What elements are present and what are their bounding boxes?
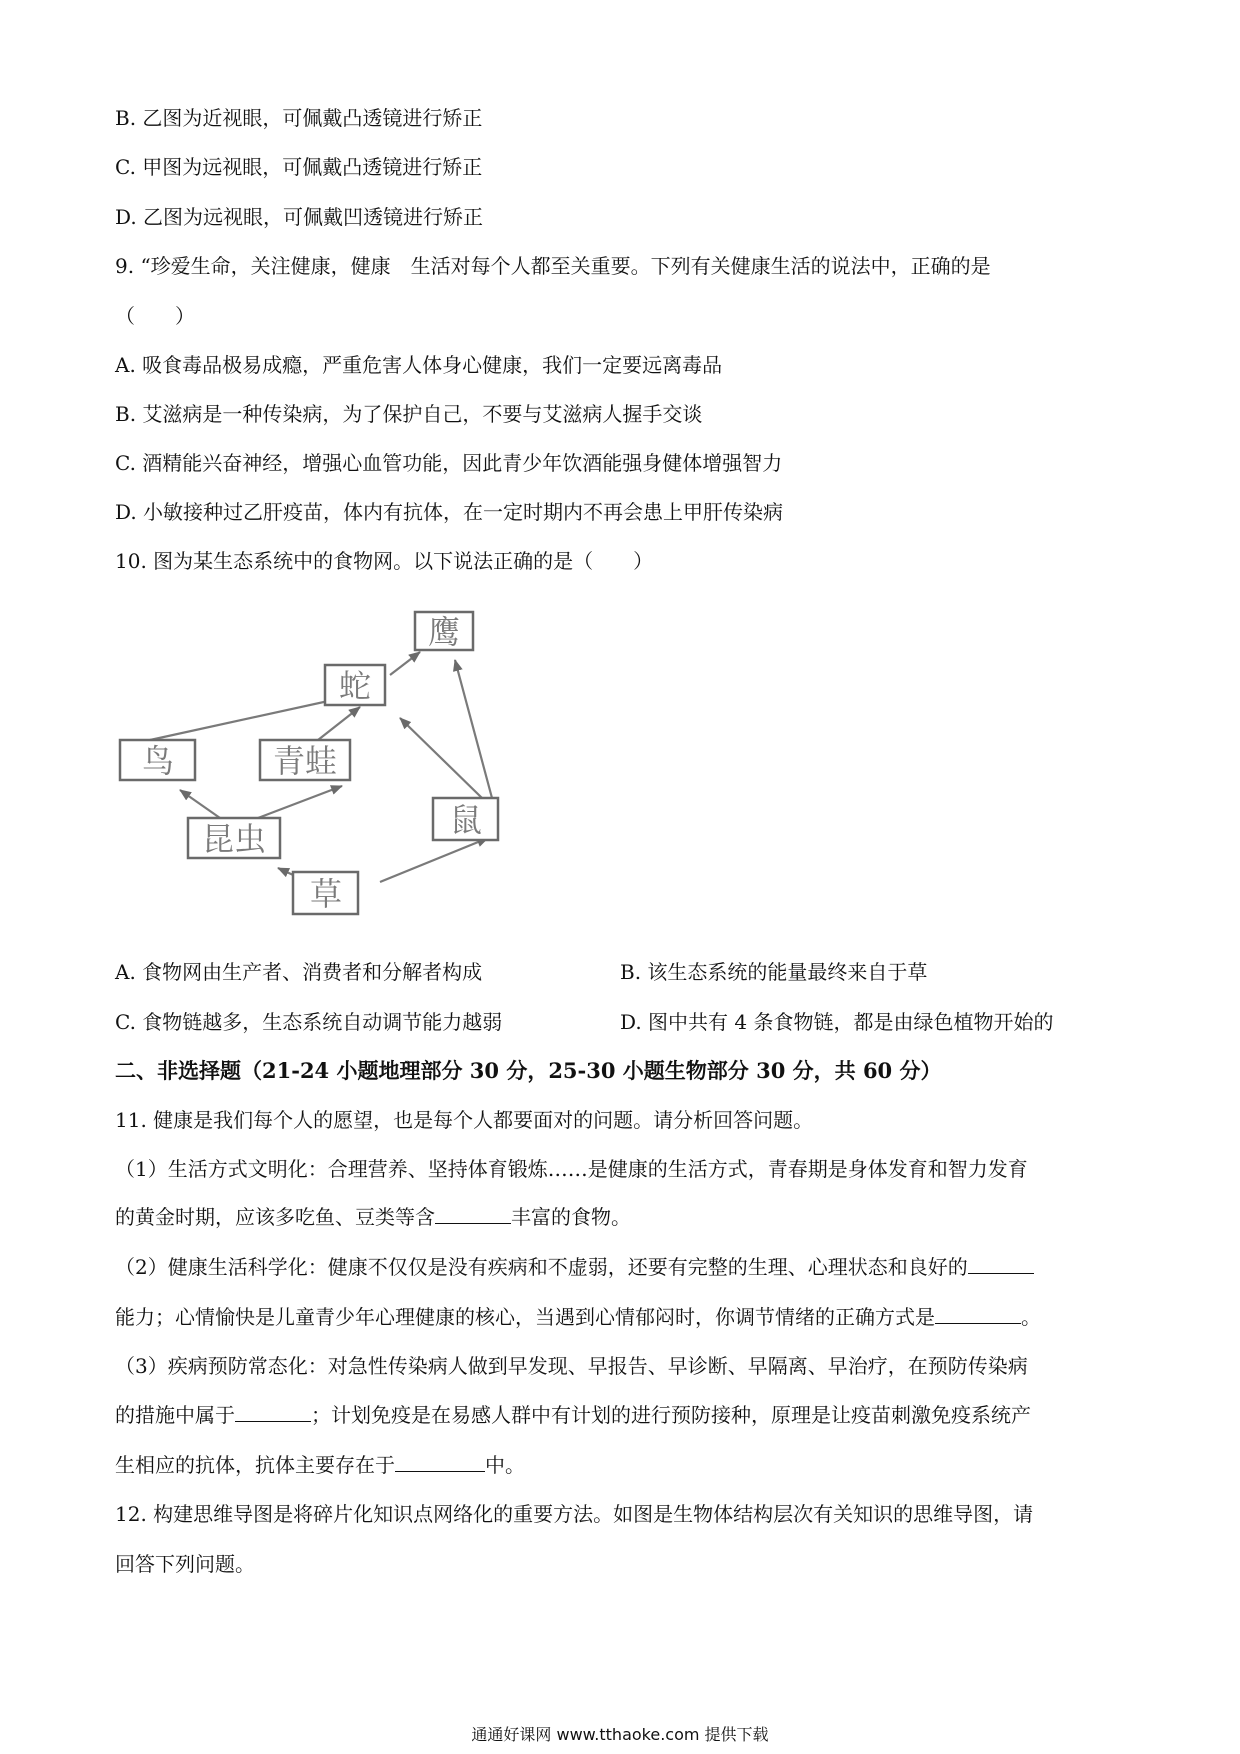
section-2-title: 二、非选择题（21-24 小题地理部分 30 分，25-30 小题生物部分 30 分，共 60 分） <box>115 1058 942 1083</box>
node-frog <box>260 740 350 780</box>
edge-insect-bird <box>180 790 220 818</box>
q11-part3-text-c: 生相应的抗体，抗体主要存在于 <box>115 1453 395 1477</box>
node-bird-label: 鸟 <box>141 742 175 780</box>
q8-option-b: B. 乙图为近视眼，可佩戴凸透镜进行矫正 <box>115 106 483 130</box>
node-hawk-label: 鹰 <box>427 613 461 651</box>
edge-insect-frog <box>258 786 342 818</box>
node-grass-label: 草 <box>309 875 343 913</box>
node-mouse <box>433 798 498 840</box>
q10-stem: 10. 图为某生态系统中的食物网。以下说法正确的是（ ） <box>115 549 654 573</box>
q11-part2-line1 <box>115 1253 1034 1281</box>
q11-part3-text-b: ；计划免疫是在易感人群中有计划的进行预防接种，原理是让疫苗刺激免疫系统产 <box>311 1403 1031 1427</box>
q10-option-d: D. 图中共有 4 条食物链，都是由绿色植物开始的 <box>620 1010 1054 1034</box>
q11-part1-line1: （1）生活方式文明化：合理营养、坚持体育锻炼……是健康的生活方式，青春期是身体发育和智力发育 <box>115 1157 1028 1181</box>
q9-option-c: C. 酒精能兴奋神经，增强心血管功能，因此青少年饮酒能强身健体增强智力 <box>115 451 783 475</box>
q11-part1-text-b: 丰富的食物。 <box>511 1205 631 1229</box>
q11-blank-5[interactable] <box>395 1451 485 1472</box>
q11-part1-text-a: 的黄金时期，应该多吃鱼、豆类等含 <box>115 1205 435 1229</box>
edge-frog-snake <box>318 707 360 740</box>
q11-part2-line2 <box>115 1303 1041 1331</box>
q11-blank-3[interactable] <box>935 1303 1021 1324</box>
node-frog-label: 青蛙 <box>272 742 338 780</box>
q11-blank-1[interactable] <box>435 1203 511 1224</box>
q10-option-a: A. 食物网由生产者、消费者和分解者构成 <box>115 960 483 984</box>
q9-answer-paren: （ ） <box>115 304 195 328</box>
q11-blank-2[interactable] <box>968 1253 1034 1274</box>
q9-stem: 9. “珍爱生命，关注健康，健康 生活对每个人都至关重要。下列有关健康生活的说法中，正确的是 <box>115 254 991 278</box>
node-mouse-label: 鼠 <box>449 801 483 839</box>
q9-option-a: A. 吸食毒品极易成瘾，严重危害人体身心健康，我们一定要远离毒品 <box>115 353 723 377</box>
q11-part1-line2 <box>115 1203 631 1231</box>
q9-option-d: D. 小敏接种过乙肝疫苗，体内有抗体，在一定时期内不再会患上甲肝传染病 <box>115 500 784 524</box>
q11-part2-text-1: （2）健康生活科学化：健康不仅仅是没有疾病和不虚弱，还要有完整的生理、心理状态和良好的 <box>115 1255 968 1279</box>
q11-part3-text-d: 中。 <box>485 1453 525 1477</box>
q8-option-d: D. 乙图为远视眼，可佩戴凹透镜进行矫正 <box>115 205 484 229</box>
node-hawk <box>415 612 473 651</box>
node-snake-label: 蛇 <box>338 667 372 705</box>
q9-option-b: B. 艾滋病是一种传染病，为了保护自己，不要与艾滋病人握手交谈 <box>115 402 703 426</box>
q11-part3-line3 <box>115 1451 525 1479</box>
edge-grass-mouse <box>380 838 488 882</box>
q11-part3-line2 <box>115 1401 1031 1429</box>
q11-part2-text-a: 能力；心情愉快是儿童青少年心理健康的核心，当遇到心情郁闷时，你调节情绪的正确方式是 <box>115 1305 935 1329</box>
node-bird <box>120 740 195 780</box>
q11-stem: 11. 健康是我们每个人的愿望，也是每个人都要面对的问题。请分析回答问题。 <box>115 1108 814 1132</box>
q11-part3-text-a: 的措施中属于 <box>115 1403 235 1427</box>
node-insect <box>188 818 280 858</box>
q12-line2: 回答下列问题。 <box>115 1552 255 1576</box>
q11-part2-text-b: 。 <box>1021 1305 1041 1329</box>
q11-blank-4[interactable] <box>235 1401 311 1422</box>
edge-snake-hawk <box>390 652 420 675</box>
food-web-diagram <box>110 600 580 920</box>
q10-option-b: B. 该生态系统的能量最终来自于草 <box>620 960 928 984</box>
page-footer: 通通好课网 www.tthaoke.com 提供下载 <box>471 1725 769 1744</box>
q11-part3-line1: （3）疾病预防常态化：对急性传染病人做到早发现、早报告、早诊断、早隔离、早治疗，在预防传染病 <box>115 1354 1028 1378</box>
edge-mouse-snake <box>400 718 482 798</box>
node-insect-label: 昆虫 <box>201 820 267 858</box>
node-grass <box>293 872 358 914</box>
node-snake <box>325 665 385 705</box>
q8-option-c: C. 甲图为远视眼，可佩戴凸透镜进行矫正 <box>115 155 483 179</box>
q10-option-c: C. 食物链越多，生态系统自动调节能力越弱 <box>115 1010 503 1034</box>
q12-line1: 12. 构建思维导图是将碎片化知识点网络化的重要方法。如图是生物体结构层次有关知识的思维导图，请 <box>115 1502 1034 1526</box>
